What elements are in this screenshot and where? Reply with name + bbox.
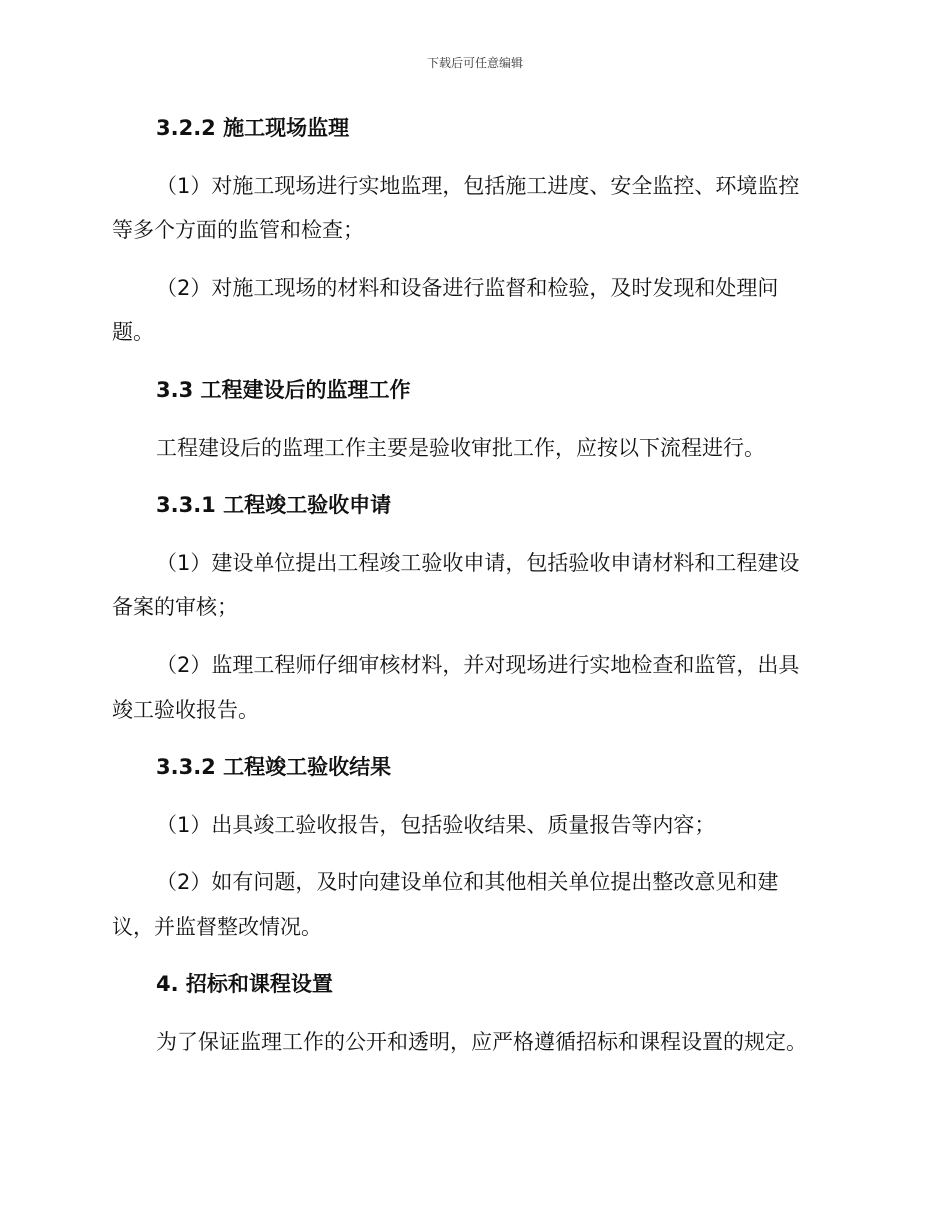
paragraph-line: （2）监理工程师仔细审核材料，并对现场进行实地检查和监管，出具: [156, 653, 800, 677]
paragraph-line: 为了保证监理工作的公开和透明，应严格遵循招标和课程设置的规定。: [156, 1030, 807, 1054]
paragraph-line: 题。: [112, 320, 154, 344]
section-heading: 3.3.2 工程竣工验收结果: [156, 755, 392, 779]
paragraph-line: （1）出具竣工验收报告，包括验收结果、质量报告等内容；: [156, 813, 716, 837]
section-heading: 3.3 工程建设后的监理工作: [156, 378, 411, 402]
section-heading: 4. 招标和课程设置: [156, 972, 333, 996]
paragraph-line: （2）对施工现场的材料和设备进行监督和检验，及时发现和处理问: [156, 276, 779, 300]
paragraph-line: （1）对施工现场进行实地监理，包括施工进度、安全监控、环境监控: [156, 174, 800, 198]
paragraph-line: 议，并监督整改情况。: [112, 915, 322, 939]
paragraph-line: 竣工验收报告。: [112, 698, 259, 722]
section-heading: 3.3.1 工程竣工验收申请: [156, 493, 392, 517]
section-heading: 3.2.2 施工现场监理: [156, 116, 350, 140]
paragraph-line: 备案的审核；: [112, 595, 238, 619]
paragraph-line: 等多个方面的监管和检查；: [112, 218, 364, 242]
page-header: 下载后可任意编辑: [426, 56, 523, 70]
paragraph-line: （2）如有问题，及时向建设单位和其他相关单位提出整改意见和建: [156, 870, 779, 894]
paragraph-line: （1）建设单位提出工程竣工验收申请，包括验收申请材料和工程建设: [156, 551, 800, 575]
paragraph-line: 工程建设后的监理工作主要是验收审批工作，应按以下流程进行。: [156, 436, 765, 460]
